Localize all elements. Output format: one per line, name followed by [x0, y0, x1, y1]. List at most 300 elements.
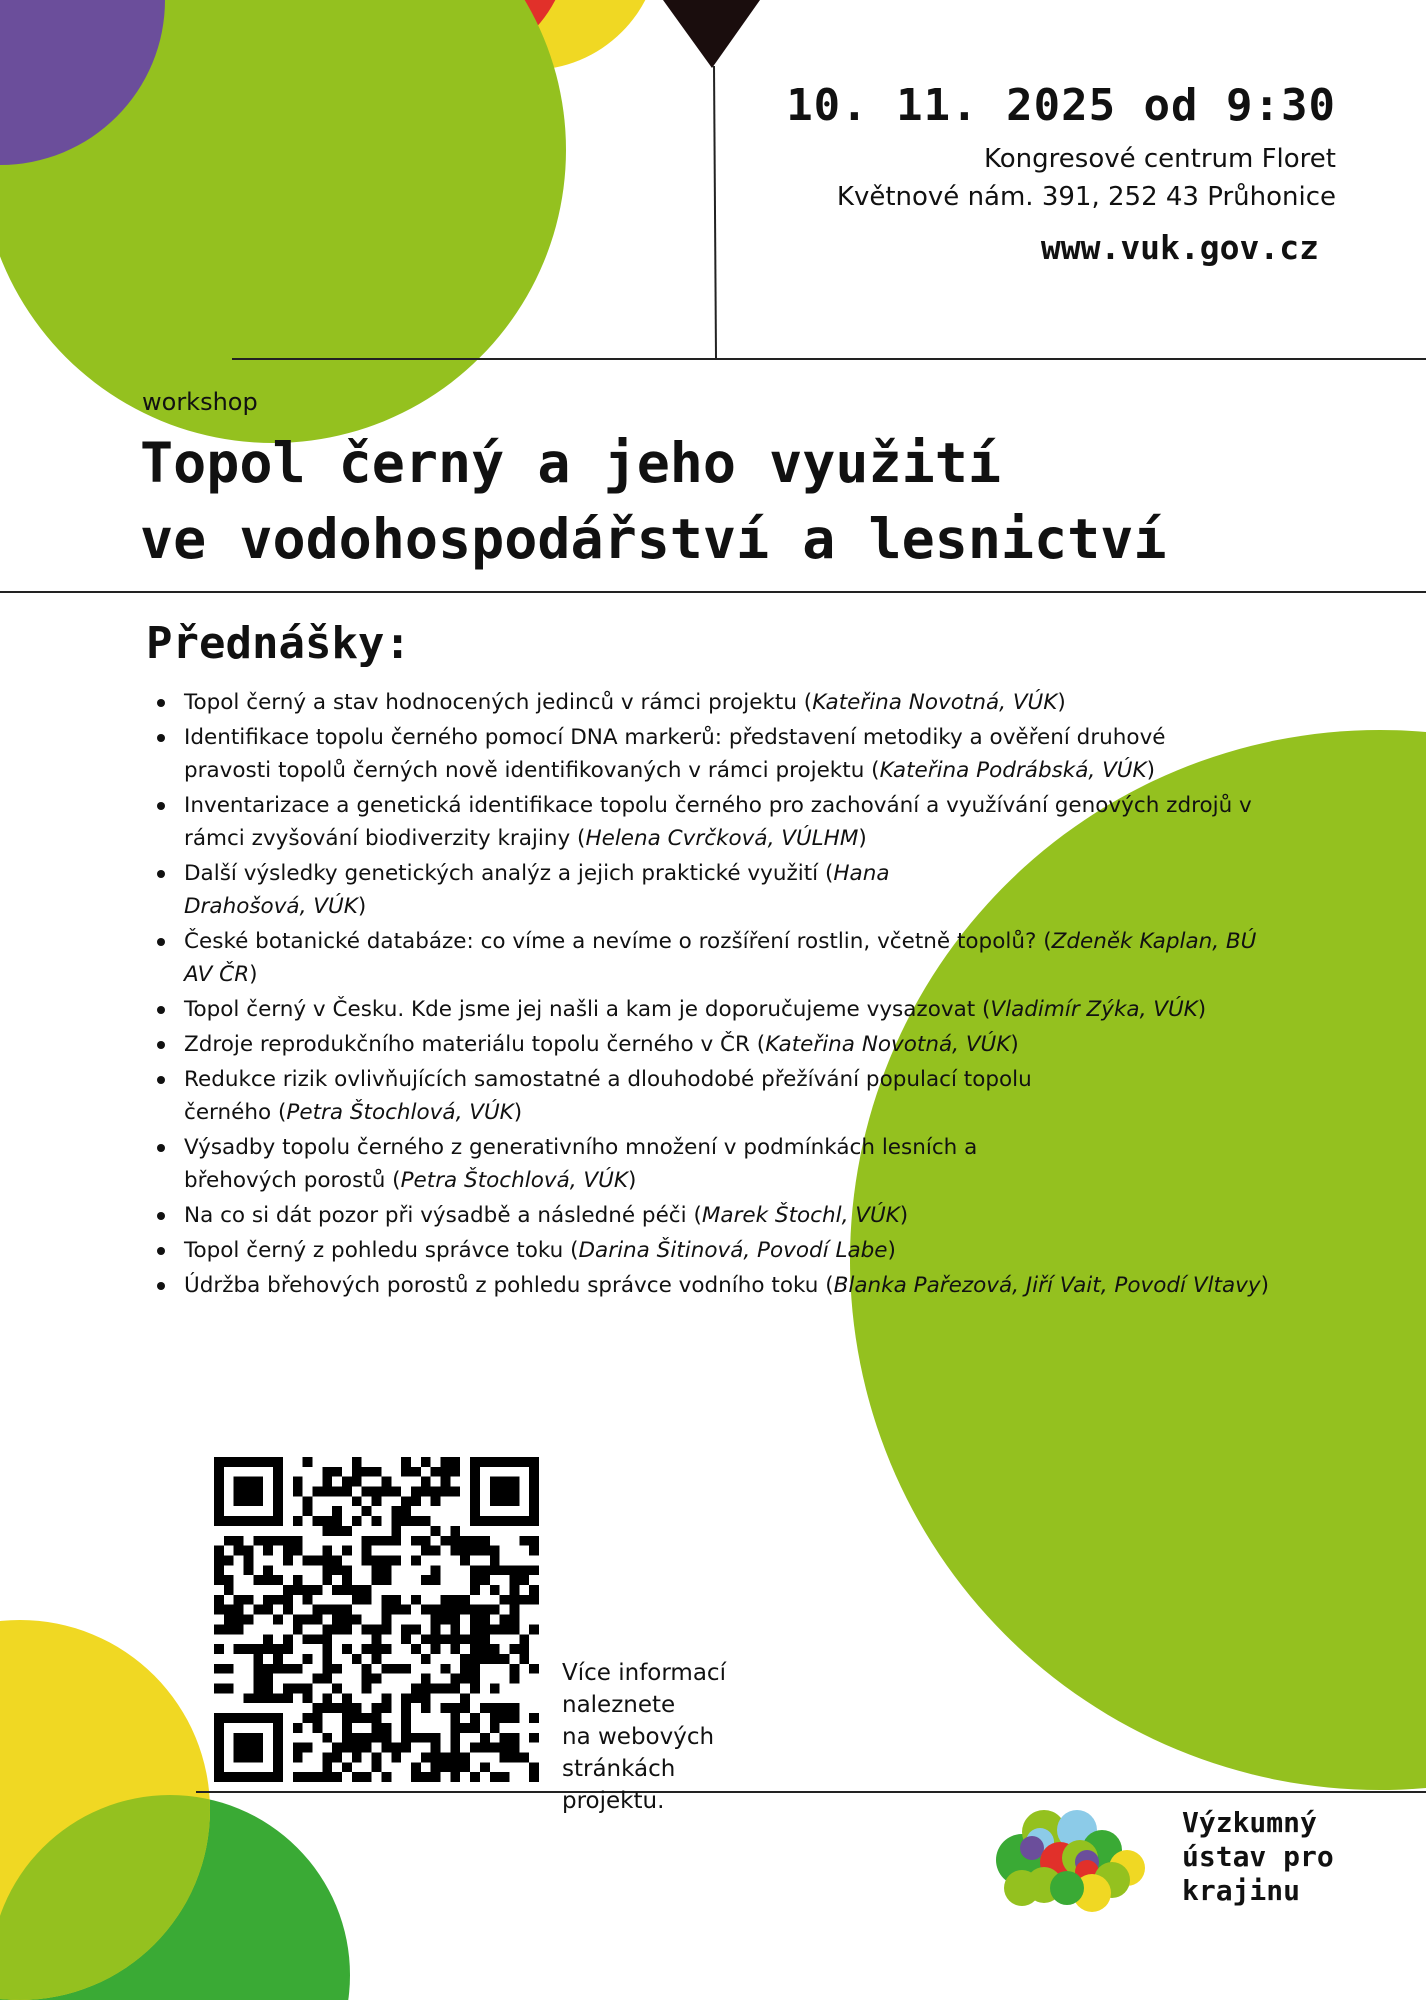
qr-module — [214, 1565, 224, 1575]
qr-module — [253, 1644, 263, 1654]
qr-module — [362, 1644, 372, 1654]
qr-module — [322, 1467, 332, 1477]
qr-module — [381, 1595, 391, 1605]
qr-module — [381, 1644, 391, 1654]
qr-module — [450, 1467, 460, 1477]
qr-module — [362, 1536, 372, 1546]
qr-module — [372, 1654, 382, 1664]
qr-module — [381, 1615, 391, 1625]
talk-speaker: Kateřina Podrábská, VÚK — [879, 758, 1147, 783]
qr-module — [450, 1595, 460, 1605]
qr-module — [529, 1595, 539, 1605]
event-venue — [837, 140, 1336, 216]
qr-module — [342, 1644, 352, 1654]
qr-module — [381, 1664, 391, 1674]
qr-module — [470, 1713, 480, 1723]
qr-module — [273, 1615, 283, 1625]
qr-module — [391, 1506, 401, 1516]
qr-module — [470, 1585, 480, 1595]
qr-module — [431, 1634, 441, 1644]
qr-module — [352, 1516, 362, 1526]
qr-module — [342, 1487, 352, 1497]
qr-module — [342, 1546, 352, 1556]
qr-module — [253, 1575, 263, 1585]
qr-module — [411, 1644, 421, 1654]
qr-module — [450, 1762, 460, 1772]
qr-module — [441, 1467, 451, 1477]
qr-module — [362, 1743, 372, 1753]
qr-module — [431, 1644, 441, 1654]
qr-module — [273, 1575, 283, 1585]
qr-module — [450, 1546, 460, 1556]
qr-module — [401, 1743, 411, 1753]
qr-module — [509, 1595, 519, 1605]
qr-module — [352, 1585, 362, 1595]
qr-module — [381, 1703, 391, 1713]
qr-module — [421, 1684, 431, 1694]
qr-module — [450, 1752, 460, 1762]
qr-module — [391, 1536, 401, 1546]
qr-module — [224, 1555, 234, 1565]
qr-module — [253, 1664, 263, 1674]
qr-module — [490, 1723, 500, 1733]
qr-module — [490, 1605, 500, 1615]
qr-module — [283, 1684, 293, 1694]
qr-module — [273, 1664, 283, 1674]
qr-module — [342, 1526, 352, 1536]
talk-item: Identifikace topolu černého pomocí DNA markerů: představení metodiky a ověření druhové pravosti topolů černých nově identifikovaných v rámci projektu (Kateřina Podrábská, VÚK) — [184, 721, 1234, 787]
qr-module — [322, 1624, 332, 1634]
qr-module — [490, 1703, 500, 1713]
qr-module — [450, 1684, 460, 1694]
qr-module — [273, 1713, 283, 1782]
qr-module — [470, 1565, 480, 1575]
qr-module — [253, 1684, 263, 1694]
qr-module — [332, 1605, 342, 1615]
qr-module — [263, 1536, 273, 1546]
qr-module — [441, 1477, 451, 1487]
qr-module — [450, 1457, 460, 1467]
qr-module — [234, 1733, 264, 1763]
qr-module — [441, 1536, 451, 1546]
qr-module — [303, 1654, 313, 1664]
qr-module — [332, 1467, 342, 1477]
qr-module — [470, 1674, 480, 1684]
qr-module — [362, 1487, 372, 1497]
qr-module — [490, 1555, 500, 1565]
qr-module — [303, 1595, 313, 1605]
qr-module — [214, 1516, 283, 1526]
qr-module — [490, 1713, 500, 1723]
qr-module — [352, 1457, 362, 1467]
qr-module — [509, 1615, 519, 1625]
qr-module — [431, 1546, 441, 1556]
qr-module — [401, 1693, 411, 1703]
qr-module — [401, 1634, 411, 1644]
talk-item: Výsadby topolu černého z generativního množení v podmínkách lesních a břehových porostů (Petra Štochlová, VÚK) — [184, 1131, 984, 1197]
qr-module — [411, 1487, 421, 1497]
talk-item: Topol černý z pohledu správce toku (Darina Šitinová, Povodí Labe) — [184, 1234, 1314, 1267]
qr-module — [480, 1605, 490, 1615]
divider-top — [232, 358, 1426, 360]
qr-module — [391, 1555, 401, 1565]
qr-module — [303, 1496, 313, 1506]
qr-module — [500, 1565, 510, 1575]
qr-module — [332, 1487, 342, 1497]
qr-module — [322, 1526, 332, 1536]
talk-speaker: Kateřina Novotná, VÚK — [812, 690, 1058, 715]
qr-module — [460, 1752, 470, 1762]
qr-module — [372, 1674, 382, 1684]
qr-module — [381, 1536, 391, 1546]
qr-module — [322, 1634, 332, 1644]
qr-module — [312, 1487, 322, 1497]
qr-module — [490, 1644, 500, 1654]
qr-module — [224, 1585, 234, 1595]
event-date: 10. 11. 2025 od 9:30 — [786, 80, 1336, 131]
qr-module — [509, 1733, 519, 1743]
qr-module — [263, 1565, 273, 1575]
qr-module — [490, 1684, 500, 1694]
qr-module — [352, 1733, 362, 1743]
qr-module — [470, 1457, 539, 1467]
qr-module — [450, 1703, 460, 1713]
qr-module — [293, 1624, 303, 1634]
qr-module — [401, 1723, 411, 1733]
qr-module — [312, 1634, 322, 1644]
qr-module — [460, 1546, 470, 1556]
qr-module — [332, 1743, 342, 1753]
qr-code[interactable] — [214, 1457, 539, 1782]
qr-module — [312, 1615, 322, 1625]
qr-module — [322, 1605, 332, 1615]
qr-module — [312, 1703, 322, 1713]
qr-module — [244, 1615, 254, 1625]
qr-module — [352, 1703, 362, 1713]
qr-module — [332, 1565, 342, 1575]
qr-module — [401, 1506, 411, 1516]
qr-module — [460, 1674, 470, 1684]
qr-module — [431, 1772, 441, 1782]
qr-module — [224, 1664, 234, 1674]
qr-module — [480, 1733, 490, 1743]
page-title — [140, 425, 1167, 577]
qr-module — [509, 1743, 519, 1753]
qr-module — [421, 1752, 431, 1762]
qr-module — [214, 1684, 224, 1694]
qr-module — [529, 1733, 539, 1743]
qr-module — [293, 1615, 303, 1625]
qr-module — [342, 1575, 352, 1585]
qr-module — [450, 1605, 460, 1615]
qr-module — [470, 1723, 480, 1733]
qr-module — [381, 1624, 391, 1634]
qr-module — [529, 1585, 539, 1595]
qr-module — [283, 1664, 293, 1674]
website-link[interactable]: www.vuk.gov.cz — [1040, 228, 1319, 267]
qr-module — [450, 1624, 460, 1634]
qr-module — [342, 1565, 352, 1575]
qr-module — [342, 1703, 352, 1713]
qr-module — [332, 1664, 342, 1674]
qr-module — [509, 1585, 519, 1595]
qr-module — [441, 1595, 451, 1605]
talk-speaker: Hana Drahošová, VÚK — [184, 861, 890, 919]
qr-module — [214, 1624, 224, 1634]
qr-module — [421, 1487, 431, 1497]
qr-module — [450, 1713, 460, 1723]
qr-module — [450, 1634, 460, 1644]
qr-module — [480, 1615, 490, 1625]
qr-module — [362, 1772, 372, 1782]
qr-module — [322, 1674, 332, 1684]
qr-module — [352, 1752, 362, 1762]
qr-module — [273, 1693, 283, 1703]
qr-module — [480, 1703, 490, 1713]
qr-module — [509, 1664, 519, 1674]
qr-module — [322, 1477, 332, 1487]
qr-module — [529, 1762, 539, 1772]
qr-module — [342, 1615, 352, 1625]
qr-module — [322, 1772, 332, 1782]
qr-module — [372, 1496, 382, 1506]
qr-module — [441, 1762, 451, 1772]
qr-module — [253, 1536, 263, 1546]
qr-module — [391, 1487, 401, 1497]
qr-module — [332, 1684, 342, 1694]
qr-module — [322, 1546, 332, 1556]
qr-module — [322, 1487, 332, 1497]
qr-module — [263, 1575, 273, 1585]
qr-module — [234, 1605, 244, 1615]
qr-module — [362, 1506, 372, 1516]
qr-module — [352, 1615, 362, 1625]
qr-module — [500, 1743, 510, 1753]
qr-module — [303, 1615, 313, 1625]
qr-module — [312, 1516, 322, 1526]
qr-module — [273, 1644, 283, 1654]
qr-module — [450, 1733, 460, 1743]
qr-module — [500, 1733, 510, 1743]
qr-module — [342, 1693, 352, 1703]
qr-module — [362, 1674, 372, 1684]
qr-module — [332, 1624, 342, 1634]
qr-module — [421, 1477, 431, 1487]
qr-module — [362, 1733, 372, 1743]
qr-module — [441, 1615, 451, 1625]
qr-module — [401, 1516, 411, 1526]
qr-module — [519, 1565, 529, 1575]
qr-module — [263, 1693, 273, 1703]
qr-module — [332, 1526, 342, 1536]
qr-module — [372, 1536, 382, 1546]
qr-module — [480, 1624, 490, 1634]
qr-module — [332, 1703, 342, 1713]
venue-name: Kongresové centrum Floret — [984, 144, 1336, 174]
qr-module — [244, 1565, 254, 1575]
qr-module — [401, 1703, 411, 1713]
qr-module — [431, 1733, 441, 1743]
qr-module — [372, 1555, 382, 1565]
qr-module — [391, 1743, 401, 1753]
qr-module — [490, 1624, 500, 1634]
qr-module — [322, 1575, 332, 1585]
qr-module — [214, 1664, 224, 1674]
qr-module — [431, 1467, 441, 1477]
qr-module — [450, 1644, 460, 1654]
qr-module — [322, 1654, 332, 1664]
qr-module — [460, 1664, 470, 1674]
qr-module — [224, 1605, 234, 1615]
qr-module — [342, 1762, 352, 1772]
qr-module — [352, 1467, 362, 1477]
qr-module — [234, 1536, 244, 1546]
talk-speaker: Marek Štochl, VÚK — [701, 1203, 900, 1228]
qr-module — [509, 1565, 519, 1575]
qr-module — [450, 1615, 460, 1625]
talk-speaker: Vladimír Zýka, VÚK — [990, 997, 1198, 1022]
qr-module — [431, 1605, 441, 1615]
qr-module — [500, 1713, 510, 1723]
qr-module — [401, 1457, 411, 1467]
talk-item: Topol černý v Česku. Kde jsme jej našli a kam je doporučujeme vysazovat (Vladimír Zýka, VÚK) — [184, 993, 1314, 1026]
qr-module — [381, 1605, 391, 1615]
qr-module — [342, 1743, 352, 1753]
qr-module — [322, 1644, 332, 1654]
qr-module — [500, 1615, 510, 1625]
qr-module — [431, 1575, 441, 1585]
qr-module — [421, 1546, 431, 1556]
qr-module — [421, 1575, 431, 1585]
qr-module — [283, 1693, 293, 1703]
qr-module — [470, 1624, 480, 1634]
qr-module — [411, 1733, 421, 1743]
qr-module — [411, 1467, 421, 1477]
qr-module — [352, 1713, 362, 1723]
qr-module — [490, 1546, 500, 1556]
qr-module — [381, 1733, 391, 1743]
qr-module — [431, 1487, 441, 1497]
qr-module — [431, 1615, 441, 1625]
qr-module — [391, 1752, 401, 1762]
qr-module — [480, 1743, 490, 1753]
qr-module — [372, 1713, 382, 1723]
qr-module — [431, 1565, 441, 1575]
qr-module — [391, 1595, 401, 1605]
more-info-text: Více informací naleznete na webových stránkách projektu. — [562, 1660, 726, 1814]
qr-module — [431, 1743, 441, 1753]
qr-module — [381, 1693, 391, 1703]
qr-module — [293, 1664, 303, 1674]
qr-module — [401, 1713, 411, 1723]
qr-module — [372, 1723, 382, 1733]
qr-module — [332, 1585, 342, 1595]
kicker-label: workshop — [142, 388, 258, 416]
qr-module — [421, 1733, 431, 1743]
qr-module — [283, 1546, 293, 1556]
qr-module — [480, 1536, 490, 1546]
qr-module — [352, 1654, 362, 1664]
qr-module — [401, 1624, 411, 1634]
qr-module — [263, 1644, 273, 1654]
qr-module — [234, 1546, 244, 1556]
qr-module — [362, 1664, 372, 1674]
qr-module — [470, 1743, 480, 1753]
qr-module — [283, 1585, 293, 1595]
qr-module — [460, 1595, 470, 1605]
qr-module — [470, 1644, 480, 1654]
qr-module — [490, 1477, 520, 1507]
qr-module — [362, 1624, 372, 1634]
qr-module — [214, 1457, 283, 1467]
qr-module — [332, 1516, 342, 1526]
qr-module — [431, 1526, 441, 1536]
qr-module — [372, 1634, 382, 1644]
qr-module — [253, 1654, 263, 1664]
qr-module — [519, 1575, 529, 1585]
qr-module — [460, 1654, 470, 1664]
qr-module — [411, 1536, 421, 1546]
qr-module — [480, 1575, 490, 1585]
qr-module — [322, 1752, 332, 1762]
qr-module — [500, 1624, 510, 1634]
qr-module — [441, 1605, 451, 1615]
talk-speaker: Petra Štochlová, VÚK — [286, 1100, 514, 1125]
qr-module — [500, 1654, 510, 1664]
qr-module — [401, 1467, 411, 1477]
qr-module — [244, 1693, 254, 1703]
qr-module — [263, 1546, 273, 1556]
qr-module — [421, 1703, 431, 1713]
qr-module — [342, 1477, 352, 1487]
qr-module — [263, 1634, 273, 1644]
qr-module — [303, 1457, 313, 1467]
qr-module — [411, 1496, 421, 1506]
qr-module — [293, 1772, 303, 1782]
qr-module — [460, 1555, 470, 1565]
qr-module — [460, 1762, 470, 1772]
qr-module — [273, 1457, 283, 1526]
qr-module — [480, 1654, 490, 1664]
qr-module — [421, 1772, 431, 1782]
qr-module — [273, 1595, 283, 1605]
qr-module — [490, 1585, 500, 1595]
qr-module — [441, 1634, 451, 1644]
qr-module — [381, 1477, 391, 1487]
qr-module — [509, 1624, 519, 1634]
qr-module — [519, 1644, 529, 1654]
qr-module — [224, 1624, 234, 1634]
qr-module — [411, 1684, 421, 1694]
institute-logo-icon — [982, 1800, 1162, 1920]
qr-module — [381, 1487, 391, 1497]
qr-module — [450, 1674, 460, 1684]
qr-module — [381, 1555, 391, 1565]
qr-module — [431, 1752, 441, 1762]
qr-module — [470, 1546, 480, 1556]
qr-module — [283, 1536, 293, 1546]
qr-module — [263, 1605, 273, 1615]
qr-module — [421, 1693, 431, 1703]
qr-module — [391, 1605, 401, 1615]
qr-module — [332, 1752, 342, 1762]
qr-module — [391, 1664, 401, 1674]
qr-module — [431, 1496, 441, 1506]
qr-module — [352, 1496, 362, 1506]
qr-module — [224, 1615, 234, 1625]
qr-module — [253, 1674, 263, 1684]
qr-module — [401, 1605, 411, 1615]
